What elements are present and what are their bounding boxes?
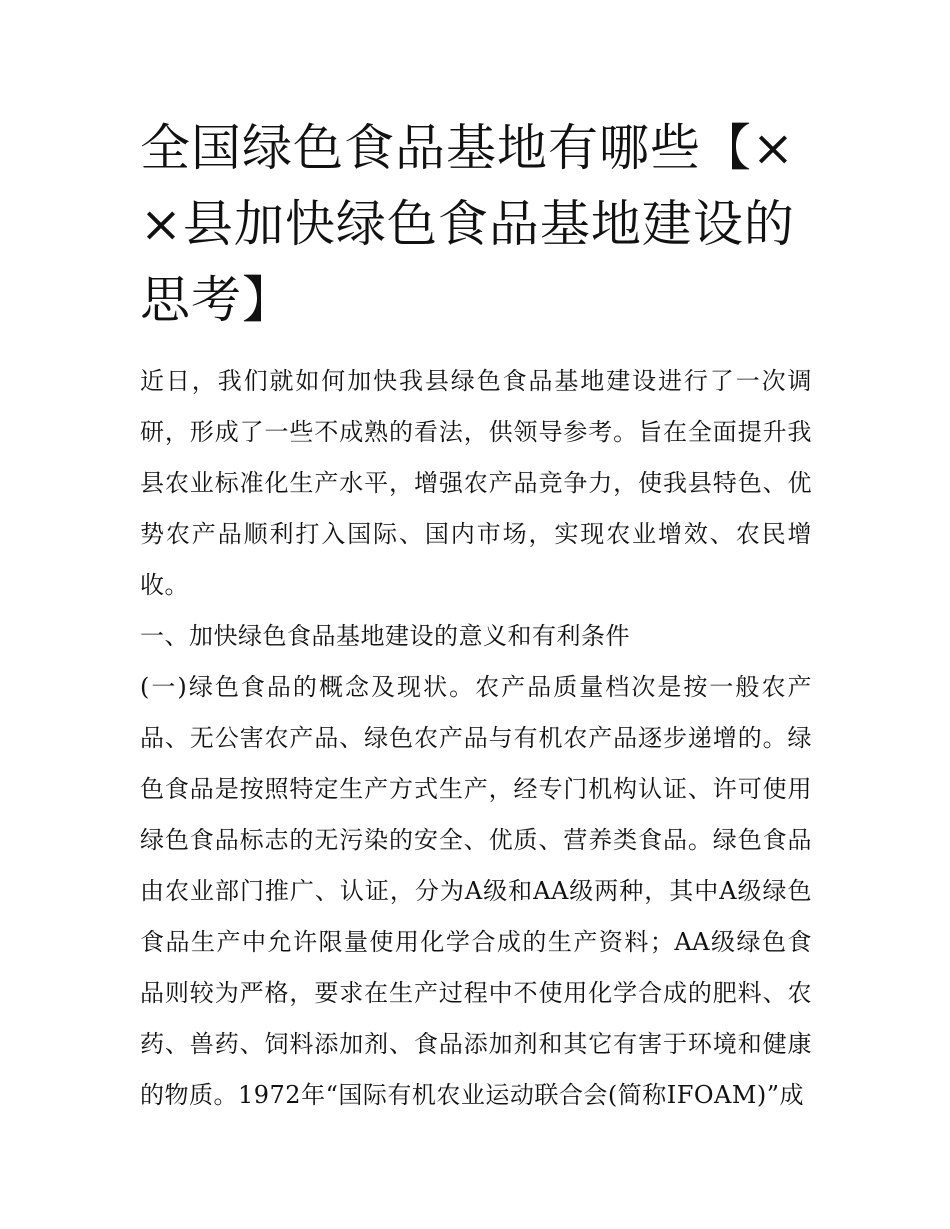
paragraph-green-food-concept: (一)绿色食品的概念及现状。农产品质量档次是按一般农产品、无公害农产品、绿色农产品与有机农产品逐步递增的。绿色食品是按照特定生产方式生产，经专门机构认证、许可使用绿色食品标志的无污染的安全、优质、营养类食品。绿色食品由农业部门推广、认证，分为A级和AA级两种，其中A级绿色食品生产中允许限量使用化学合成的生产资料；AA级绿色食品则较为严格，要求在生产过程中不使用化学合成的肥料、农药、兽药、饲料添加剂、食品添加剂和其它有害于环境和健康的物质。1972年“国际有机农业运动联合会(简称IFOAM)”成 (140, 673, 812, 1109)
document-page (140, 110, 812, 1121)
paragraph-intro: 近日，我们就如何加快我县绿色食品基地建设进行了一次调研，形成了一些不成熟的看法，供领导参考。旨在全面提升我县农业标准化生产水平，增强农产品竞争力，使我县特色、优势农产品顺利打入国际、国内市场，实现农业增效、农民增收。 (140, 367, 812, 599)
document-body (140, 356, 812, 1121)
section-heading-1: 一、加快绿色食品基地建设的意义和有利条件 (140, 622, 630, 650)
document-title: 全国绿色食品基地有哪些【××县加快绿色食品基地建设的思考】 (140, 119, 795, 329)
